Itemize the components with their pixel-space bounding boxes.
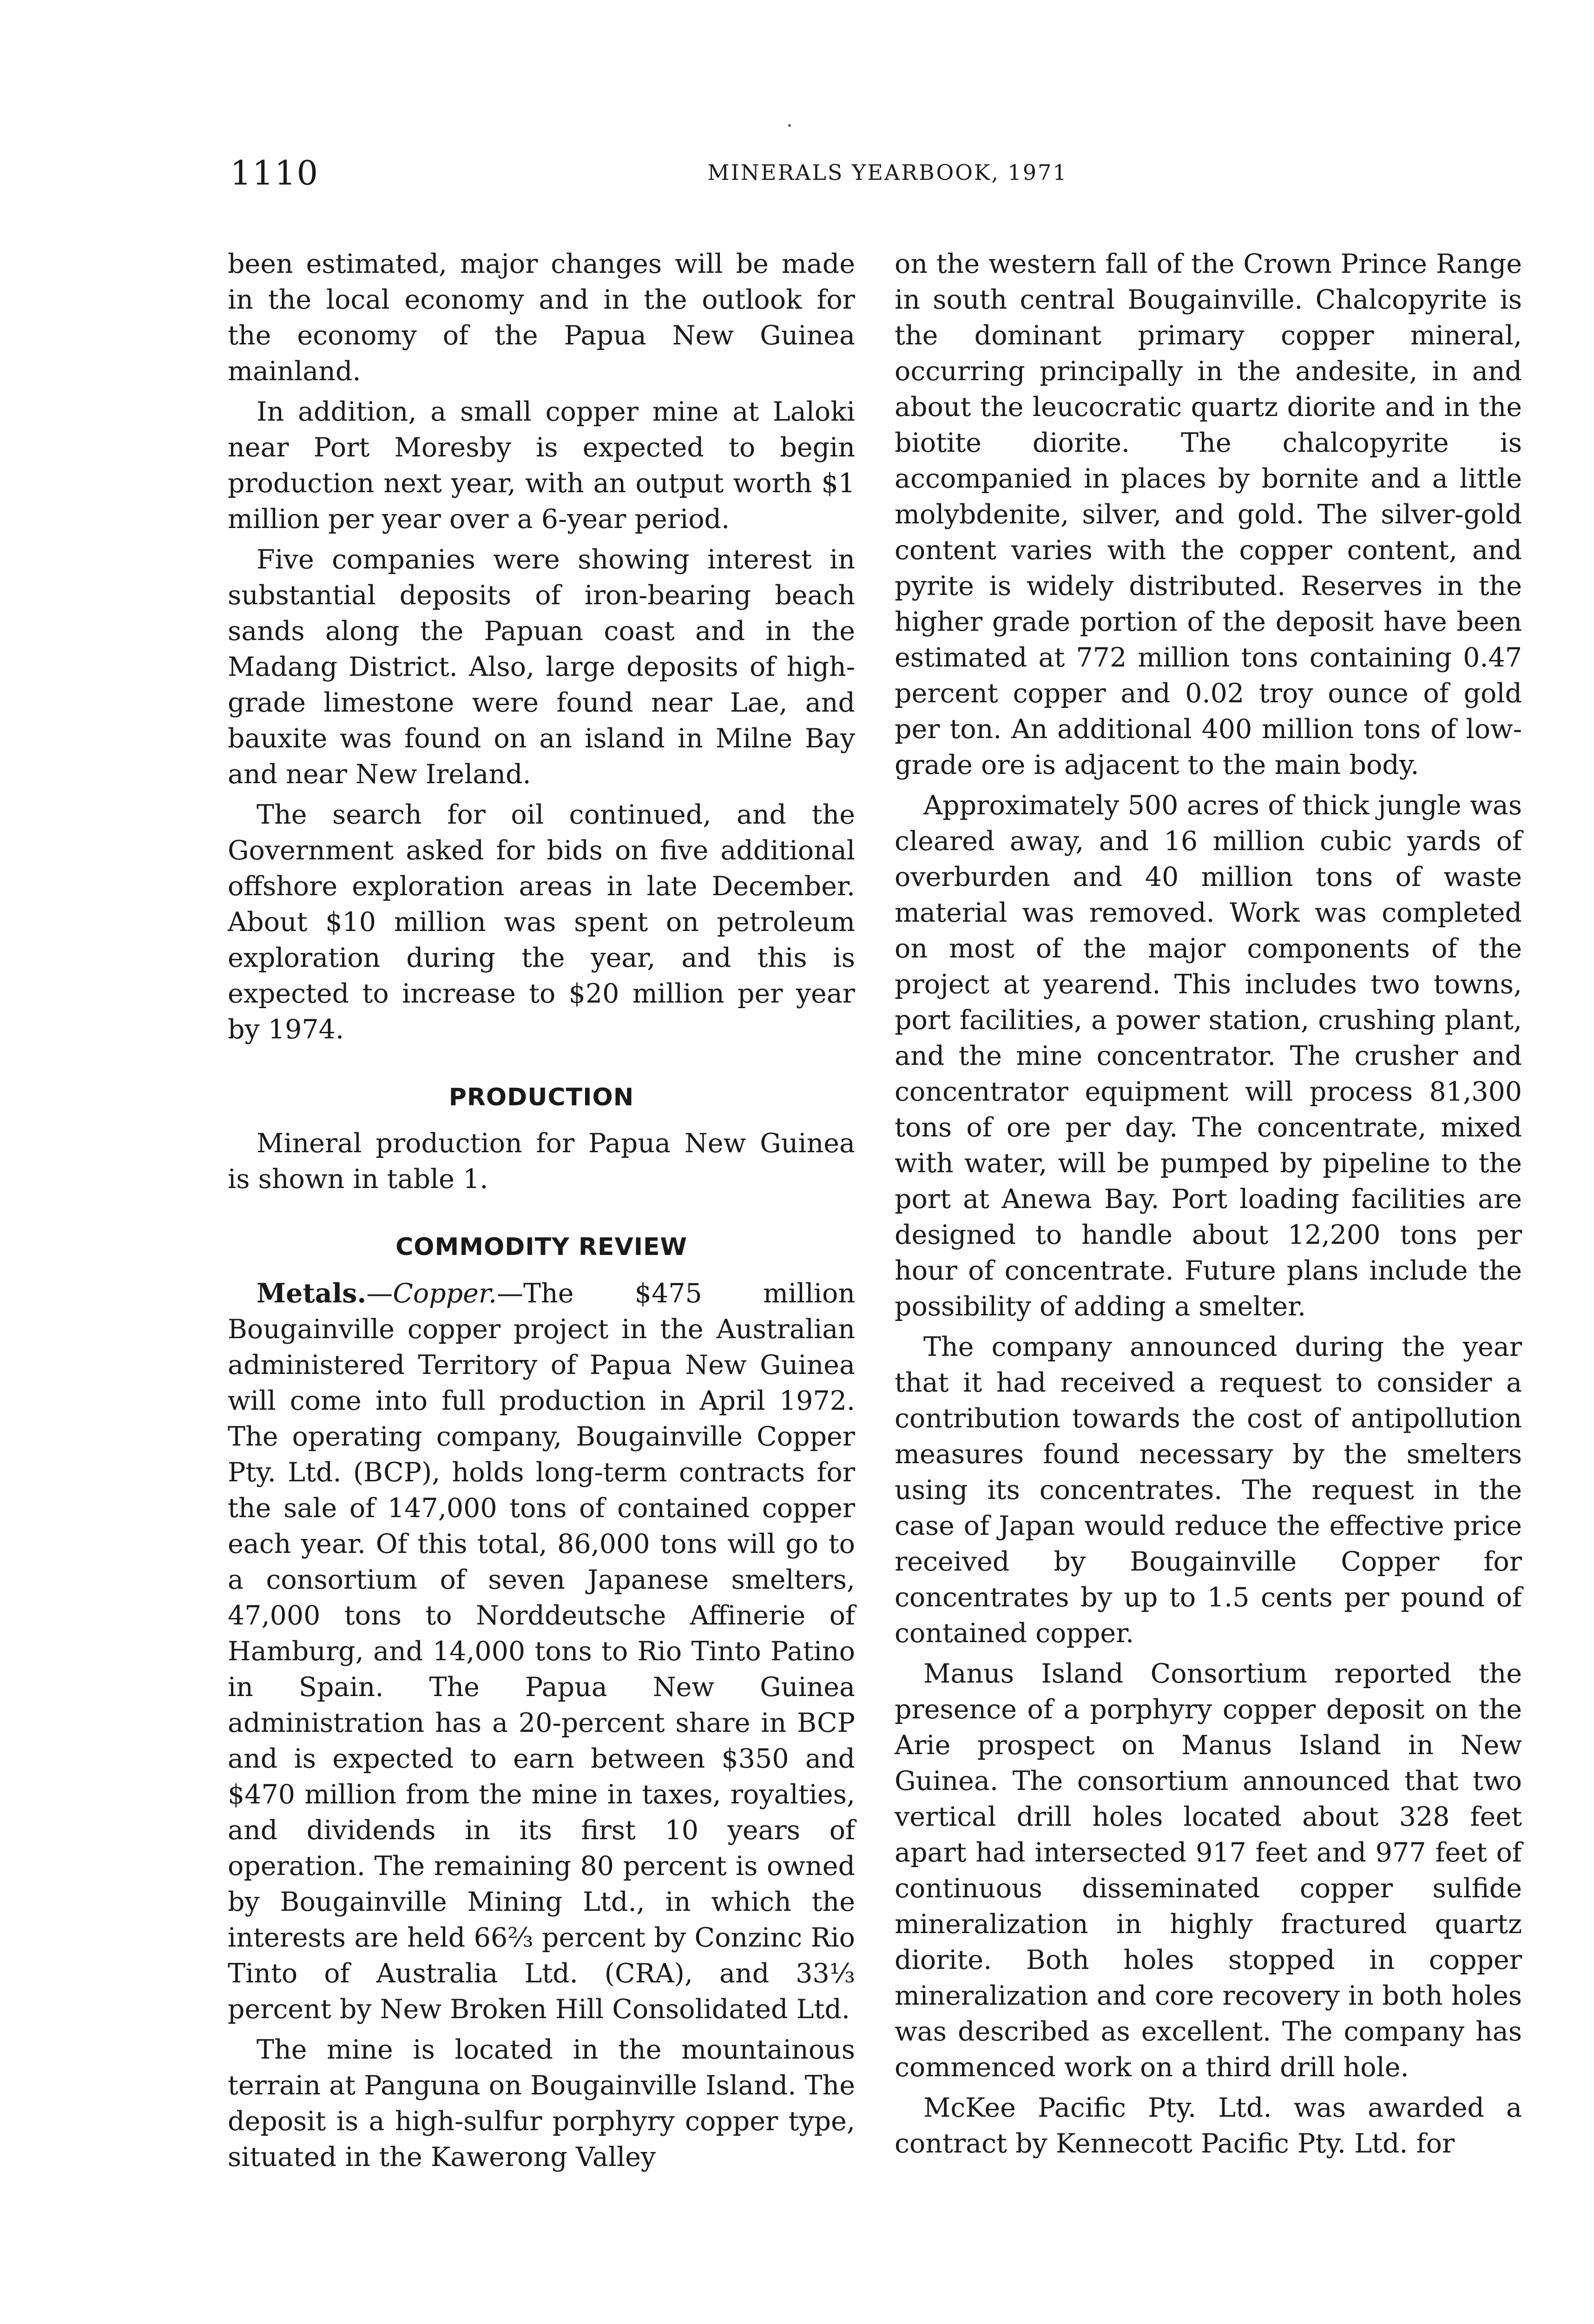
page-header [230, 153, 1522, 195]
left-column [228, 246, 855, 2180]
paragraph: The search for oil continued, and the Government asked for bids on five additional offshore exploration areas in late December. About $10 million was spent on petroleum exploration during the year, and this is expected to increase to $20 million per year by 1974. [228, 799, 855, 1045]
scan-speck: • [787, 120, 792, 131]
running-title: MINERALS YEARBOOK, 1971 [707, 160, 1068, 185]
paragraph: Five companies were showing interest in substantial deposits of iron-bearing beach sands along the Papuan coast and in the Madang District. Also, large deposits of high-grade limestone were found near Lae, and bauxite was found on an island in Milne Bay and near New Ireland. [228, 544, 855, 790]
paragraph-copper [228, 1275, 855, 2027]
em-dash: — [366, 1278, 393, 1309]
copper-body: The $475 million Bougainville copper project in the Australian administered Territory of Papua New Guinea will come into full production in April 1972. The operating company, Bougainville Copper Pty. Ltd. (BCP), holds long-term contracts for the sale of 147,000 tons of contained copper each year. Of this total, 86,000 tons will go to a consortium of seven Japanese smelters, 47,000 tons to Norddeutsche Affinerie of Hamburg, and 14,000 tons to Rio Tinto Patino in Spain. The Papua New Guinea administration has a 20-percent share in BCP and is expected to earn between $350 and $470 million from the mine in taxes, royalties, and dividends in its first 10 years of operation. The remaining 80 percent is owned by Bougainville Mining Ltd., in which the interests are held 66⅔ percent by Conzinc Rio Tinto of Australia Ltd. (CRA), and 33⅓ percent by New Broken Hill Consolidated Ltd. [228, 1278, 855, 2025]
right-column [895, 246, 1522, 2166]
paragraph: on the western fall of the Crown Prince Range in south central Bougainville. Chalcopyrite is the dominant primary copper mineral, occurring principally in the andesite, in and about the leucocratic quartz diorite and in the biotite diorite. The chalcopyrite is accompanied in places by bornite and a little molybdenite, silver, and gold. The silver-gold content varies with the copper content, and pyrite is widely distributed. Reserves in the higher grade portion of the deposit have been estimated at 772 million tons containing 0.47 percent copper and 0.02 troy ounce of gold per ton. An additional 400 million tons of low-grade ore is adjacent to the main body. [895, 249, 1522, 780]
copper-subhead: Copper. [393, 1278, 497, 1309]
paragraph: Mineral production for Papua New Guinea is shown in table 1. [228, 1128, 855, 1195]
paragraph: Manus Island Consortium reported the presence of a porphyry copper deposit on the Arie prospect on Manus Island in New Guinea. The consortium announced that two vertical drill holes located about 328 feet apart had intersected 917 feet and 977 feet of continuous disseminated copper sulfide mineralization in highly fractured quartz diorite. Both holes stopped in copper mineralization and core recovery in both holes was described as excellent. The company has commenced work on a third drill hole. [895, 1658, 1522, 2083]
heading-production: PRODUCTION [448, 1083, 634, 1111]
paragraph: The company announced during the year that it had received a request to consider a contribution towards the cost of antipollution measures found necessary by the smelters using its concentrates. The request in the case of Japan would reduce the effective price received by Bougainville Copper for concentrates by up to 1.5 cents per pound of contained copper. [895, 1332, 1522, 1649]
paragraph: McKee Pacific Pty. Ltd. was awarded a contract by Kennecott Pacific Pty. Ltd. for [895, 2093, 1522, 2159]
paragraph: been estimated, major changes will be made in the local economy and in the outlook for the economy of the Papua New Guinea mainland. [228, 249, 855, 387]
paragraph: In addition, a small copper mine at Laloki near Port Moresby is expected to begin production next year, with an output worth $1 million per year over a 6-year period. [228, 396, 855, 535]
metals-lead: Metals. [257, 1278, 367, 1309]
paragraph: Approximately 500 acres of thick jungle was cleared away, and 16 million cubic yards of overburden and 40 million tons of waste material was removed. Work was completed on most of the major components of the project at yearend. This includes two towns, port facilities, a power station, crushing plant, and the mine concentrator. The crusher and concentrator equipment will process 81,300 tons of ore per day. The concentrate, mixed with water, will be pumped by pipeline to the port at Anewa Bay. Port loading facilities are designed to handle about 12,200 tons per hour of concentrate. Future plans include the possibility of adding a smelter. [895, 790, 1522, 1322]
heading-commodity-review: COMMODITY REVIEW [395, 1233, 687, 1261]
em-dash: — [496, 1278, 523, 1309]
page-number: 1110 [230, 153, 319, 192]
paragraph: The mine is located in the mountainous terrain at Panguna on Bougainville Island. The deposit is a high-sulfur porphyry copper type, situated in the Kawerong Valley [228, 2034, 855, 2172]
